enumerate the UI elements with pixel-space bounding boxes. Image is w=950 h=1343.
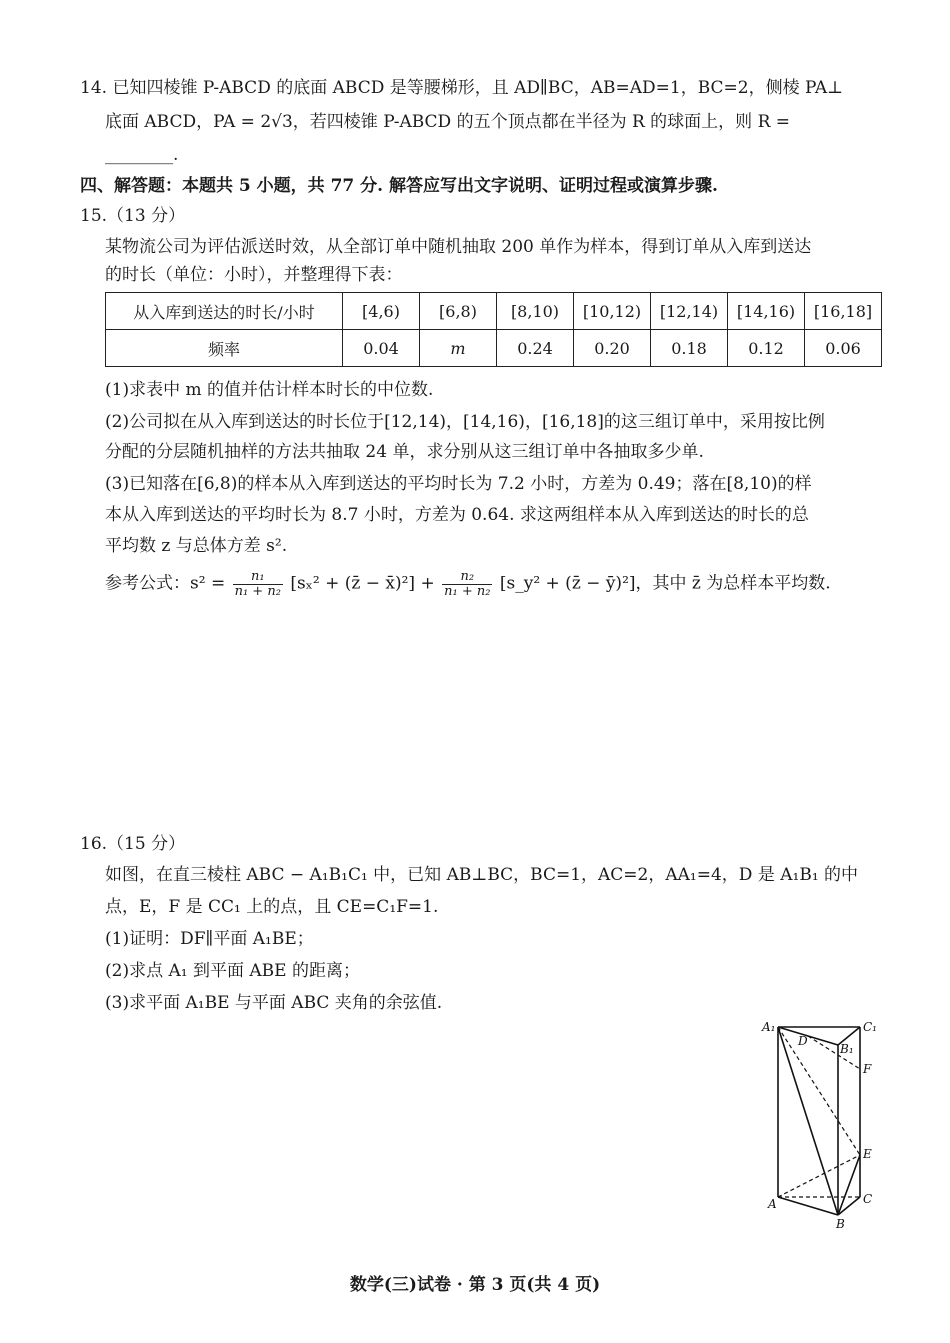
label-D: D [798, 1034, 808, 1048]
table-cell-interval: [12,14) [651, 293, 728, 330]
q16-part2: (2)求点 A₁ 到平面 ABE 的距离； [105, 961, 360, 981]
table-cell-frequency: 0.06 [805, 330, 882, 367]
label-E: E [863, 1147, 872, 1161]
q16-part3: (3)求平面 A₁BE 与平面 ABC 夹角的余弦值. [105, 993, 443, 1013]
q15-part3-line1: (3)已知落在[6,8)的样本从入库到送达的平均时长为 7.2 小时，方差为 0.49；落在[8,10)的样 [105, 474, 812, 494]
q16-intro-line1: 如图，在直三棱柱 ABC − A₁B₁C₁ 中，已知 AB⊥BC，BC=1，AC=2，AA₁=4，D 是 A₁B₁ 的中 [105, 865, 859, 885]
q14-blank: ________. [105, 145, 179, 165]
segment-A1-B [778, 1027, 838, 1215]
prism-figure [760, 1015, 885, 1230]
table-row-time [106, 293, 882, 330]
table-cell-interval: [16,18] [805, 293, 882, 330]
table-cell-frequency: 0.20 [574, 330, 651, 367]
q14-line1: 14. 已知四棱锥 P-ABCD 的底面 ABCD 是等腰梯形，且 AD∥BC，AB=AD=1，BC=2，侧棱 PA⊥ [80, 78, 844, 98]
label-B1: B₁ [840, 1042, 854, 1056]
table-cell-frequency: 0.18 [651, 330, 728, 367]
table-cell-frequency: 0.24 [497, 330, 574, 367]
table-cell-interval: [6,8) [420, 293, 497, 330]
q15-number: 15.（13 分） [80, 206, 186, 226]
table-cell-interval: [10,12) [574, 293, 651, 330]
q16-part1: (1)证明：DF∥平面 A₁BE； [105, 929, 314, 949]
table-cell-interval: [14,16) [728, 293, 805, 330]
reference-formula [105, 570, 831, 598]
q15-intro-line2: 的时长（单位：小时），并整理得下表： [105, 265, 403, 285]
label-B: B [836, 1217, 845, 1230]
table-cell-interval: [4,6) [343, 293, 420, 330]
q15-part3-line3: 平均数 z 与总体方差 s². [105, 536, 288, 556]
formula-fraction-2 [442, 570, 492, 598]
q15-part1: (1)求表中 m 的值并估计样本时长的中位数. [105, 380, 434, 400]
label-F: F [863, 1062, 872, 1076]
table-cell-frequency: m [420, 330, 497, 367]
edge-A-B [778, 1197, 838, 1215]
formula-term-1: [sₓ² + (z̄ − x̄)²] + [290, 573, 435, 594]
table-cell-interval: [8,10) [497, 293, 574, 330]
formula-fraction-1 [233, 570, 283, 598]
q14-line2: 底面 ABCD，PA = 2√3，若四棱锥 P-ABCD 的五个顶点都在半径为 R 的球面上，则 R = [105, 112, 791, 132]
q15-part2-line2: 分配的分层随机抽样的方法共抽取 24 单，求分别从这三组订单中各抽取多少单. [105, 442, 704, 462]
frequency-table [105, 292, 882, 367]
q16-intro-line2: 点，E，F 是 CC₁ 上的点，且 CE=C₁F=1. [105, 897, 439, 917]
table-row-frequency [106, 330, 882, 367]
table-cell-frequency: 0.04 [343, 330, 420, 367]
formula-prefix: 参考公式：s² = [105, 573, 226, 594]
formula-denominator-1: n₁ + n₂ [234, 583, 281, 599]
section-4-heading: 四、解答题：本题共 5 小题，共 77 分. 解答应写出文字说明、证明过程或演算步骤. [80, 176, 718, 196]
formula-term-2: [s_y² + (z̄ − ȳ)²]，其中 z̄ 为总样本平均数. [499, 573, 831, 594]
label-A: A [768, 1197, 777, 1211]
page-footer: 数学(三)试卷 · 第 3 页(共 4 页) [349, 1275, 601, 1295]
q15-intro-line1: 某物流公司为评估派送时效，从全部订单中随机抽取 200 单作为样本，得到订单从入库到送达 [105, 237, 812, 257]
formula-denominator-2: n₁ + n₂ [444, 583, 491, 599]
formula-numerator-1: n₁ [233, 570, 283, 585]
label-C: C [863, 1192, 873, 1206]
q16-number: 16.（15 分） [80, 834, 186, 854]
label-C1: C₁ [863, 1020, 877, 1034]
q15-part2-line1: (2)公司拟在从入库到送达的时长位于[12,14)，[14,16)，[16,18]的这三组订单中，采用按比例 [105, 412, 825, 432]
q15-part3-line2: 本从入库到送达的平均时长为 8.7 小时，方差为 0.64. 求这两组样本从入库到送达的时长的总 [105, 505, 809, 525]
table-cell-frequency: 0.12 [728, 330, 805, 367]
label-A1: A₁ [762, 1020, 776, 1034]
table-header-frequency: 频率 [106, 330, 343, 367]
formula-numerator-2: n₂ [442, 570, 492, 585]
table-header-time: 从入库到送达的时长/小时 [106, 293, 343, 330]
